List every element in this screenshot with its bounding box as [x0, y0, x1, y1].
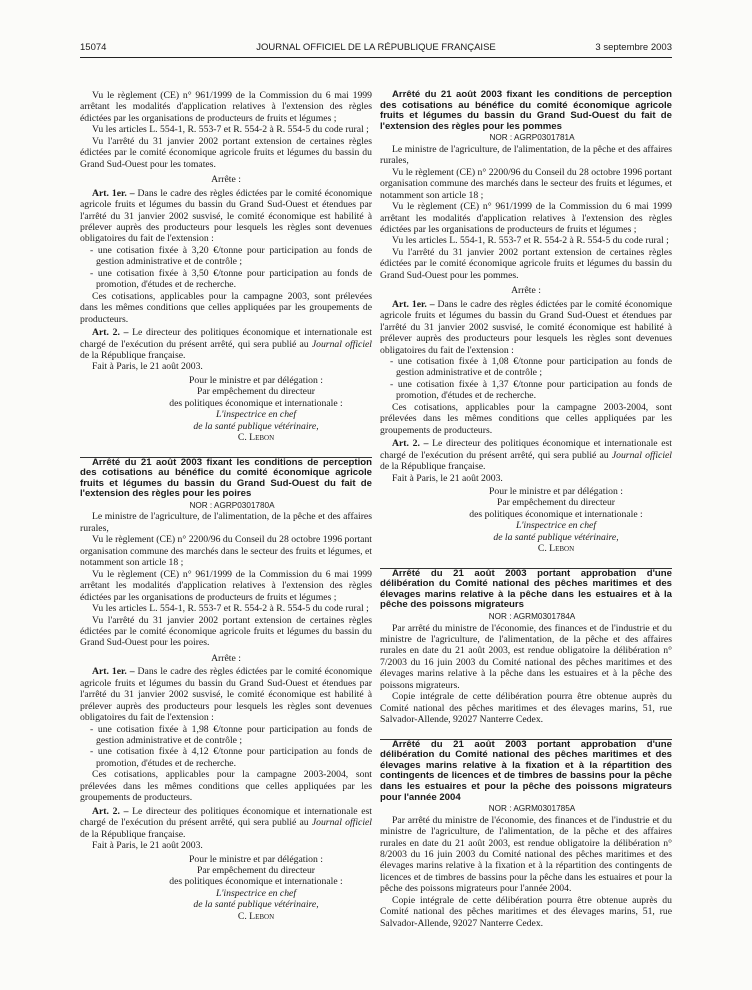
arrete-heading: Arrête :	[211, 652, 241, 664]
article-text: Le directeur des politiques économique et internationale est chargé de l'exécution du présent arrêté, qui sera publié au	[80, 805, 372, 829]
page-number: 15074	[80, 42, 107, 53]
article-text: de la République française.	[380, 461, 486, 473]
journal-ref: Journal officiel	[311, 817, 372, 829]
signature-block	[440, 486, 672, 555]
body-paragraph: Par arrêté du ministre de l'économie, des finances et de l'industrie et du ministre de l'agriculture, de l'alimentation, de la pêche et des affaires rurales en date du 21 août 2003, est rendue obligatoire la délibération n° 7/2003 du 16 juin 2003 du Comité national des pêches maritimes et des élevages marins relative à la pêche dans les estuaires et à la pêche des poissons migrateurs.	[380, 622, 672, 691]
arrete-heading: Arrête :	[211, 174, 241, 186]
issue-date: 3 septembre 2003	[595, 42, 672, 53]
article-1	[380, 299, 672, 356]
visa-paragraph: Vu le règlement (CE) n° 961/1999 de la Commission du 6 mai 1999 arrêtant les modalités d'application relatives à l'extension des règles édictées par les organisations de producteurs de fruits et légumes ;	[380, 201, 672, 235]
signature-block	[140, 375, 372, 444]
decree-title: Arrêté du 21 août 2003 fixant les conditions de perception des cotisations au bénéfice du comité économique agricole fruits et légumes du bassin du Grand Sud-Ouest du fait de l'extension des règles pour les pommes	[380, 89, 672, 132]
article-paragraph: Ces cotisations, applicables pour la campagne 2003-2004, sont prélevées dans les mêmes conditions que celles appliquées par les groupements de producteurs.	[380, 401, 672, 436]
signatory-name: C. Lebon	[237, 432, 275, 444]
nor-reference: NOR : AGRP0301781A	[489, 133, 575, 143]
list-item: - une cotisation fixée à 4,12 €/tonne pour participation au fonds de promotion, d'études et de recherche.	[80, 746, 372, 769]
article-number: Art. 2. –	[92, 327, 129, 339]
article-2	[80, 806, 372, 840]
list-item: - une cotisation fixée à 1,08 €/tonne pour participation au fonds de gestion administrative et de contrôle ;	[380, 356, 672, 379]
signature-block	[140, 854, 372, 923]
signature-line: Par empêchement du directeur	[196, 865, 316, 877]
decree-title: Arrêté du 21 août 2003 fixant les conditions de perception des cotisations au bénéfice du comité économique agricole fruits et légumes du bassin du Grand Sud-Ouest du fait de l'extension des règles pour les poires	[80, 456, 372, 500]
article-number: Art. 1er. –	[392, 298, 435, 310]
article-2	[80, 327, 372, 361]
visa-paragraph: Vu l'arrêté du 31 janvier 2002 portant extension de certaines règles édictées par le comité économique agricole fruits et légumes du bassin du Grand Sud-Ouest pour les poires.	[80, 614, 372, 649]
journal-title: JOURNAL OFFICIEL DE LA RÉPUBLIQUE FRANÇAISE	[256, 42, 496, 53]
article-1	[80, 666, 372, 723]
visa-paragraph: Vu l'arrêté du 31 janvier 2002 portant extension de certaines règles édictées par le comité économique agricole fruits et légumes du bassin du Grand Sud-Ouest pour les pommes.	[380, 246, 672, 281]
fait-line: Fait à Paris, le 21 août 2003.	[92, 361, 203, 373]
right-column	[380, 90, 672, 929]
signature-line: des politiques économique et internationale :	[169, 876, 343, 888]
article-text: Le directeur des politiques économique et internationale est chargé de l'exécution du présent arrêté, qui sera publié au	[80, 327, 372, 350]
visa-paragraph: Vu les articles L. 554-1, R. 553-7 et R. 554-2 à R. 554-5 du code rural ;	[92, 124, 369, 136]
cotisation-list	[80, 245, 372, 291]
article-text: Dans le cadre des règles édictées par le comité économique agricole fruits et légumes du bassin du Grand Sud-Ouest et étendues par l'arrêté du 31 janvier 2002 susvisé, le comité économique est habilité à prélever auprès des producteurs pour lesquels les règles sont devenues obligatoires du fait de l'extension :	[80, 187, 372, 245]
article-paragraph: Ces cotisations, applicables pour la campagne 2003-2004, sont prélevées dans les mêmes conditions que celles appliquées par les groupements de producteurs.	[80, 769, 372, 804]
article-text: Dans le cadre des règles édictées par le comité économique agricole fruits et légumes du bassin du Grand Sud-Ouest et étendues par l'arrêté du 31 janvier 2002 susvisé, le comité économique est habilité à prélever auprès des producteurs pour lesquels les règles sont devenues obligatoires du fait de l'extension :	[380, 298, 672, 356]
nor-reference: NOR : AGRP0301780A	[189, 500, 275, 510]
signature-line: des politiques économique et internationale :	[169, 397, 343, 409]
article-text: de la République française.	[80, 828, 186, 840]
article-number: Art. 1er. –	[92, 187, 135, 199]
signature-line: Pour le ministre et par délégation :	[189, 374, 323, 386]
signature-line: Pour le ministre et par délégation :	[489, 485, 623, 497]
article-text: Dans le cadre des règles édictées par le comité économique agricole fruits et légumes du bassin du Grand Sud-Ouest et étendues par l'arrêté du 31 janvier 2002 susvisé, le comité économique est habilité à prélever auprès des producteurs pour lesquels les règles sont devenues obligatoires du fait de l'extension :	[80, 666, 372, 724]
visa-paragraph: Le ministre de l'agriculture, de l'alimentation, de la pêche et des affaires rurales,	[380, 143, 672, 167]
signature-line: des politiques économique et internationale :	[469, 508, 643, 520]
cotisation-list	[380, 356, 672, 402]
signature-line: L'inspectrice en chef	[515, 520, 597, 532]
signatory-name: C. Lebon	[537, 543, 575, 555]
article-number: Art. 2. –	[92, 805, 129, 817]
article-1	[80, 188, 372, 245]
signature-line: de la santé publique vétérinaire,	[193, 899, 319, 911]
article-text: de la République française.	[80, 349, 186, 361]
signature-line: de la santé publique vétérinaire,	[193, 420, 319, 432]
decree-title: Arrêté du 21 août 2003 portant approbation d'une délibération du Comité national des pêches maritimes et des élevages marins relative à la fixation et à la répartition des contingents de licences et de timbres de bassins pour la pêche dans les estuaires et pour la pêche des poissons migrateurs pour l'année 2004	[380, 738, 672, 803]
visa-paragraph: Vu les articles L. 554-1, R. 553-7 et R. 554-2 à R. 554-5 du code rural ;	[392, 235, 669, 247]
article-text: Le directeur des politiques économique et internationale est chargé de l'exécution du présent arrêté, qui sera publié au	[380, 438, 672, 461]
list-item: - une cotisation fixée à 1,37 €/tonne pour participation au fonds de promotion, d'études et de recherche.	[380, 379, 672, 402]
signature-line: L'inspectrice en chef	[215, 409, 297, 421]
visa-paragraph: Vu le règlement (CE) n° 2200/96 du Conseil du 28 octobre 1996 portant organisation commune des marchés dans le secteur des fruits et légumes, et notamment son article 18 ;	[80, 534, 372, 569]
list-item: - une cotisation fixée à 1,98 €/tonne pour participation au fonds de gestion administrative et de contrôle ;	[80, 724, 372, 747]
visa-paragraph: Vu le règlement (CE) n° 961/1999 de la Commission du 6 mai 1999 arrêtant les modalités d'application relatives à l'extension des règles édictées par les organisations de producteurs de fruits et légumes ;	[80, 568, 372, 603]
signature-line: de la santé publique vétérinaire,	[493, 531, 619, 543]
list-item: - une cotisation fixée à 3,20 €/tonne pour participation au fonds de gestion administrative et de contrôle ;	[80, 245, 372, 268]
fait-line: Fait à Paris, le 21 août 2003.	[392, 472, 503, 484]
journal-ref: Journal officiel	[311, 338, 372, 350]
visa-paragraph: Vu le règlement (CE) n° 2200/96 du Conseil du 28 octobre 1996 portant organisation commune des marchés dans le secteur des fruits et légumes, et notamment son article 18 ;	[380, 166, 672, 201]
article-paragraph: Ces cotisations, applicables pour la campagne 2003, sont prélevées dans les mêmes conditions que celles appliquées par les groupements de producteurs.	[80, 290, 372, 325]
signatory-name: C. Lebon	[237, 910, 275, 922]
article-2	[380, 438, 672, 472]
page-header	[80, 42, 672, 56]
visa-paragraph: Vu l'arrêté du 31 janvier 2002 portant extension de certaines règles édictées par le comité économique agricole fruits et légumes du bassin du Grand Sud-Ouest pour les tomates.	[80, 135, 372, 170]
fait-line: Fait à Paris, le 21 août 2003.	[92, 840, 203, 852]
body-paragraph: Copie intégrale de cette délibération pourra être obtenue auprès du Comité national des pêches maritimes et des élevages marins, 51, rue Salvador-Allende, 92027 Nanterre Cedex.	[380, 691, 672, 726]
signature-line: Par empêchement du directeur	[196, 386, 316, 398]
journal-ref: Journal officiel	[611, 449, 672, 461]
nor-reference: NOR : AGRM0301785A	[488, 804, 576, 814]
header-rule	[80, 57, 672, 58]
signature-line: Pour le ministre et par délégation :	[189, 853, 323, 865]
left-column	[80, 90, 372, 922]
decree-title: Arrêté du 21 août 2003 portant approbation d'une délibération du Comité national des pêches maritimes et des élevages marins relative à la pêche dans les estuaires et à la pêche des poissons migrateurs	[380, 567, 672, 611]
body-paragraph: Copie intégrale de cette délibération pourra être obtenue auprès du Comité national des pêches maritimes et des élevages marins, 51, rue Salvador-Allende, 92027 Nanterre Cedex.	[380, 894, 672, 929]
arrete-heading: Arrête :	[511, 285, 541, 297]
cotisation-list	[80, 724, 372, 770]
list-item: - une cotisation fixée à 3,50 €/tonne pour participation au fonds de promotion, d'études et de recherche.	[80, 268, 372, 291]
visa-paragraph: Vu le règlement (CE) n° 961/1999 de la Commission du 6 mai 1999 arrêtant les modalités d'application relatives à l'extension des règles édictées par les organisations de producteurs de fruits et légumes ;	[80, 90, 372, 124]
signature-line: L'inspectrice en chef	[215, 887, 297, 899]
article-number: Art. 1er. –	[92, 666, 135, 678]
signature-line: Par empêchement du directeur	[496, 497, 616, 509]
article-number: Art. 2. –	[392, 438, 429, 450]
body-paragraph: Par arrêté du ministre de l'économie, des finances et de l'industrie et du ministre de l'agriculture, de l'alimentation, de la pêche et des affaires rurales en date du 21 août 2003, est rendue obligatoire la délibération n° 8/2003 du 16 juin 2003 du Comité national des pêches maritimes et des élevages marins relative à la fixation et à la répartition des contingents de licences et de timbres de bassins pour la pêche dans les estuaires et pour la pêche des poissons migrateurs pour l'année 2004.	[380, 814, 672, 895]
visa-paragraph: Vu les articles L. 554-1, R. 553-7 et R. 554-2 à R. 554-5 du code rural ;	[92, 603, 369, 615]
visa-paragraph: Le ministre de l'agriculture, de l'alimentation, de la pêche et des affaires rurales,	[80, 511, 372, 534]
nor-reference: NOR : AGRM0301784A	[488, 612, 576, 622]
